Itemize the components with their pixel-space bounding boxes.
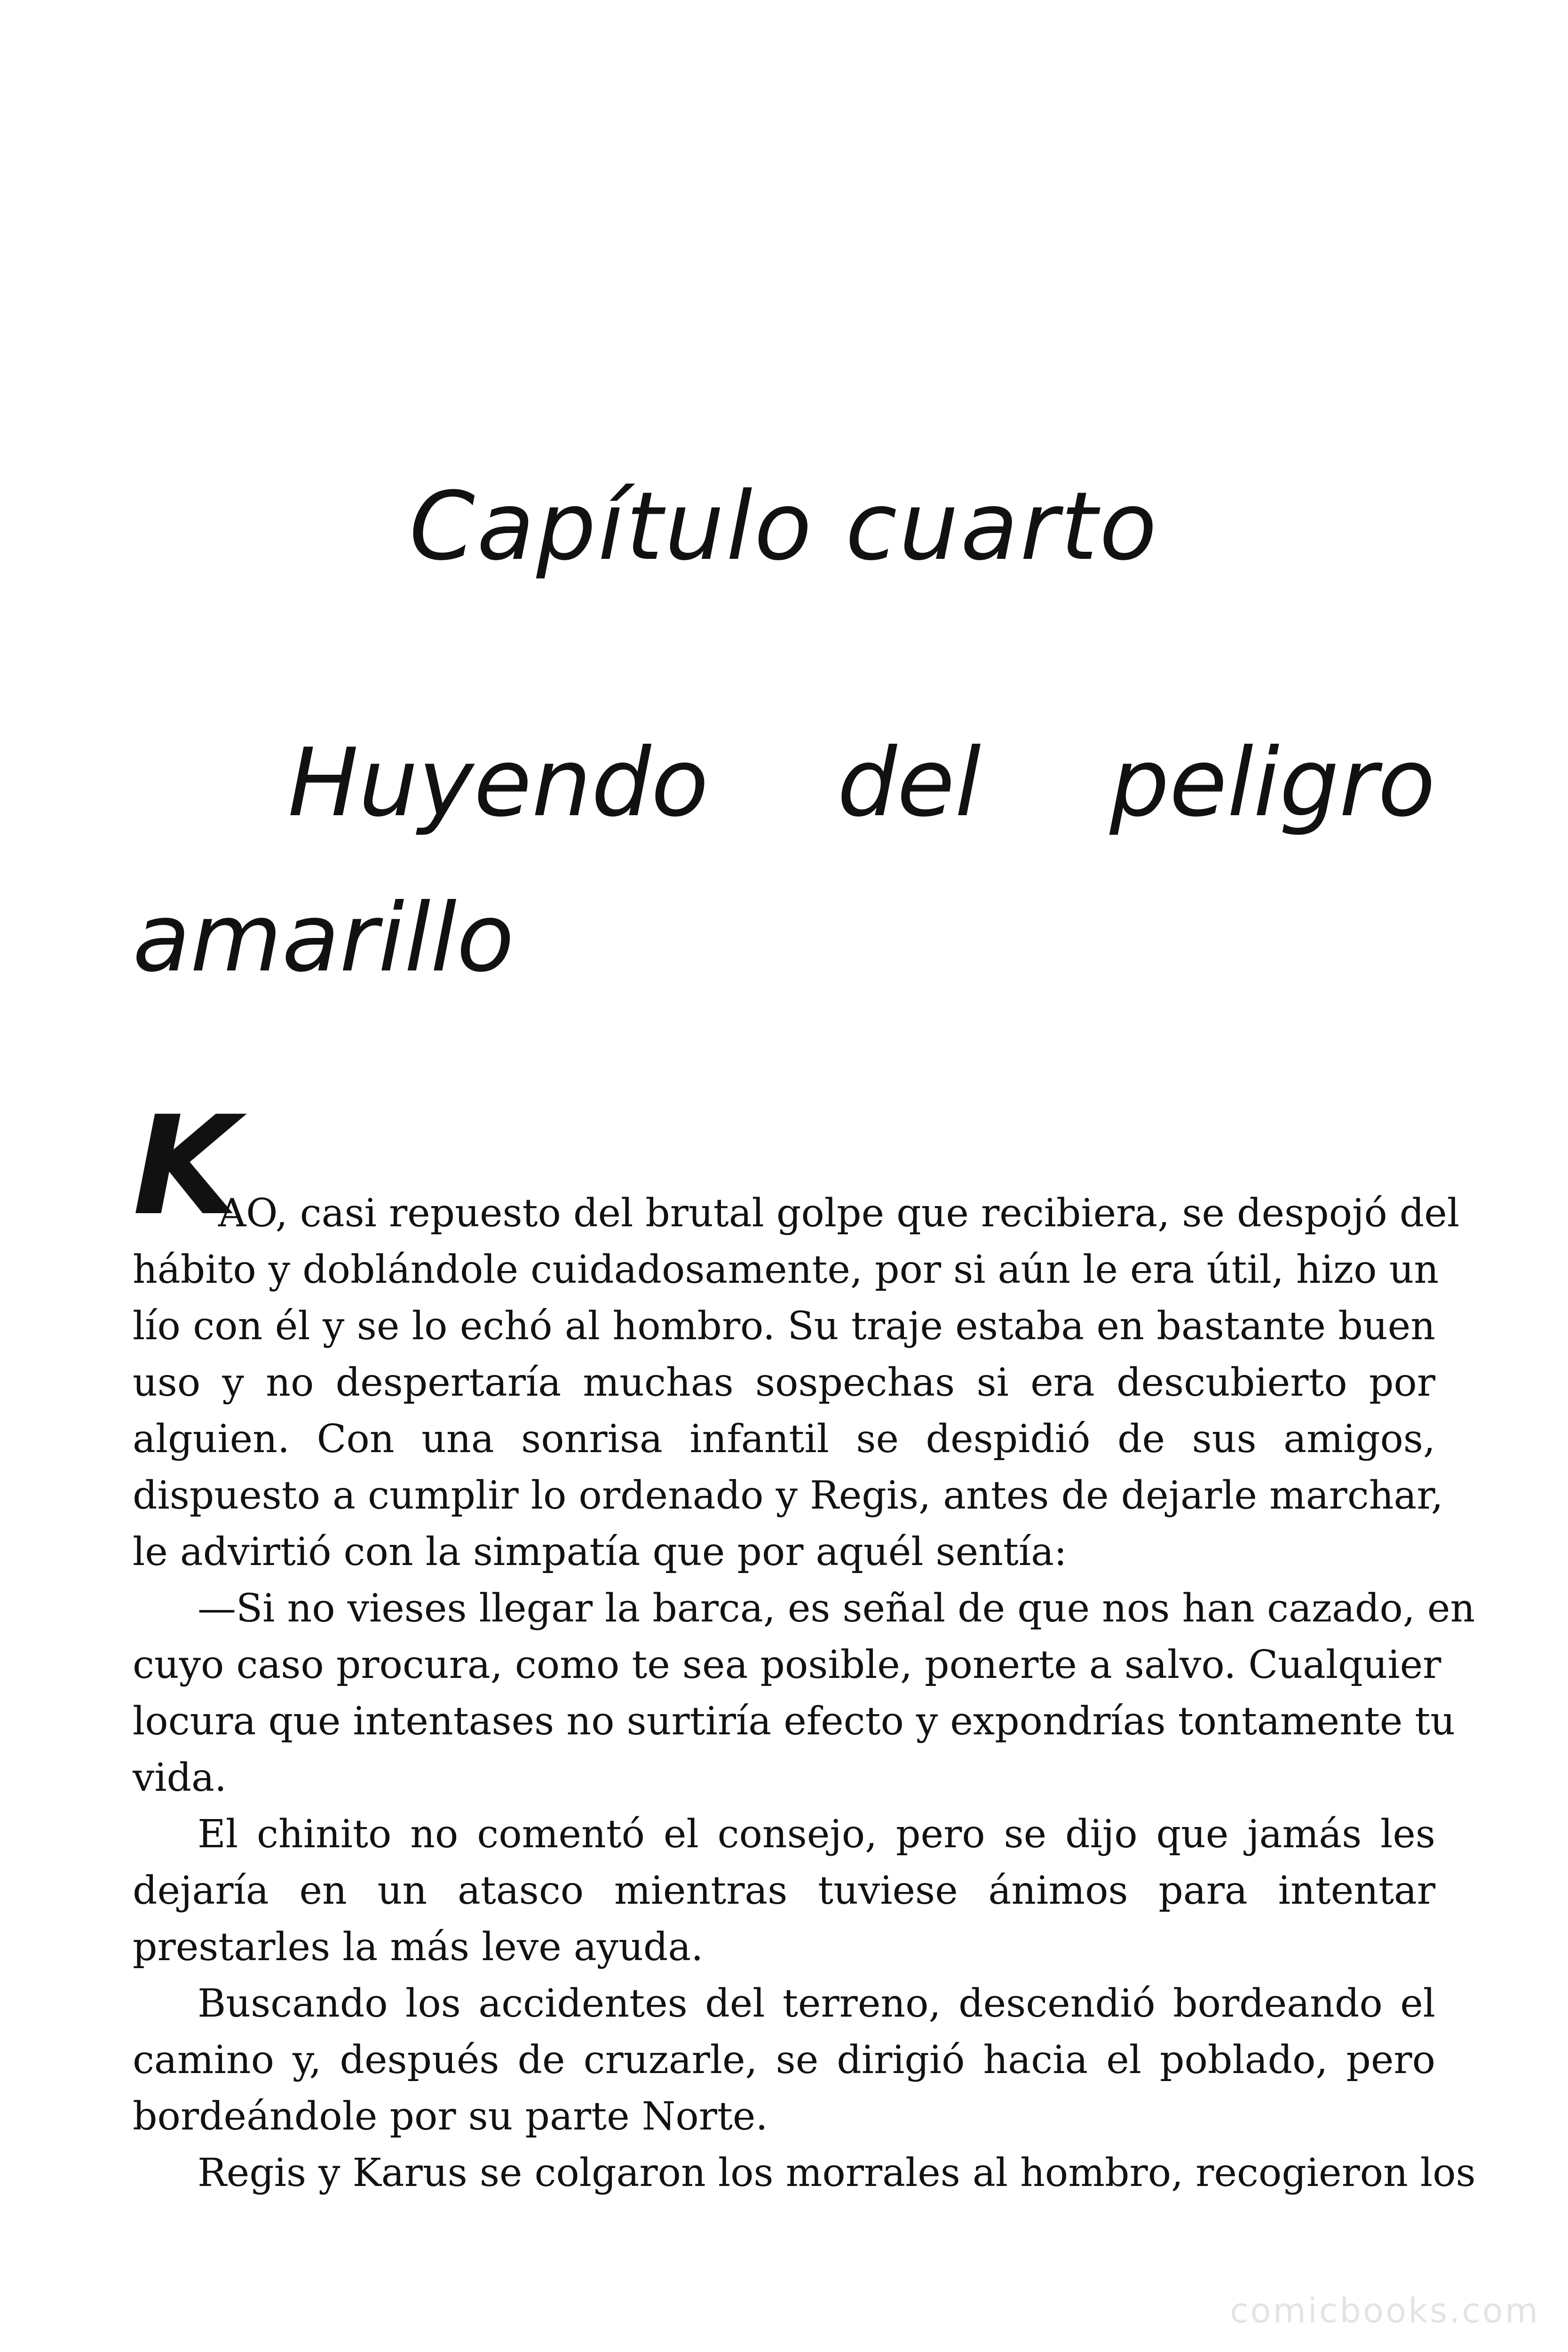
opening-line — [133, 1087, 1460, 1246]
paragraph-line: uso y no despertaría muchas sospechas si era descubierto por — [133, 1360, 1435, 1405]
paragraph-line: dispuesto a cumplir lo ordenado y Regis, antes de dejarle marchar, — [133, 1473, 1443, 1518]
paragraph-line: Regis y Karus se colgaron los morrales al hombro, recogieron los — [198, 2151, 1476, 2195]
paragraph-line: —Si no vieses llegar la barca, es señal de que nos han cazado, en — [198, 1586, 1475, 1631]
paragraph-line: vida. — [133, 1756, 227, 1800]
paragraph-line: AO, casi repuesto del brutal golpe que recibiera, se despojó del — [218, 1191, 1460, 1236]
chapter-label: Capítulo cuarto — [409, 472, 1159, 581]
paragraph-line: prestarles la más leve ayuda. — [133, 1925, 704, 1970]
paragraph-line: hábito y doblándole cuidadosamente, por si aún le era útil, hizo un — [133, 1248, 1439, 1292]
paragraph-line: le advirtió con la simpatía que por aquél sentía: — [133, 1530, 1067, 1574]
watermark: comicbooks.com — [1229, 2291, 1540, 2330]
body-text — [133, 1087, 1476, 2201]
chapter-title: Huyendo del peligro amarillo — [133, 728, 1435, 993]
paragraph-line: Buscando los accidentes del terreno, descendió bordeando el — [198, 1981, 1435, 2026]
paragraph-line: camino y, después de cruzarle, se dirigió hacia el poblado, pero — [133, 2038, 1435, 2082]
drop-cap: K — [133, 1087, 238, 1246]
paragraph-line: El chinito no comentó el consejo, pero se dijo que jamás les — [198, 1812, 1435, 1857]
paragraph-line: cuyo caso procura, como te sea posible, ponerte a salvo. Cualquier — [133, 1643, 1441, 1687]
paragraph-line: locura que intentases no surtiría efecto y expondrías tontamente tu — [133, 1699, 1456, 1744]
paragraph-line: alguien. Con una sonrisa infantil se despidió de sus amigos, — [133, 1417, 1435, 1462]
paragraph-line: bordeándole por su parte Norte. — [133, 2094, 768, 2139]
paragraph-line: lío con él y se lo echó al hombro. Su traje estaba en bastante buen — [133, 1304, 1435, 1349]
paragraph-line: dejaría en un atasco mientras tuviese ánimos para intentar — [133, 1868, 1435, 1913]
